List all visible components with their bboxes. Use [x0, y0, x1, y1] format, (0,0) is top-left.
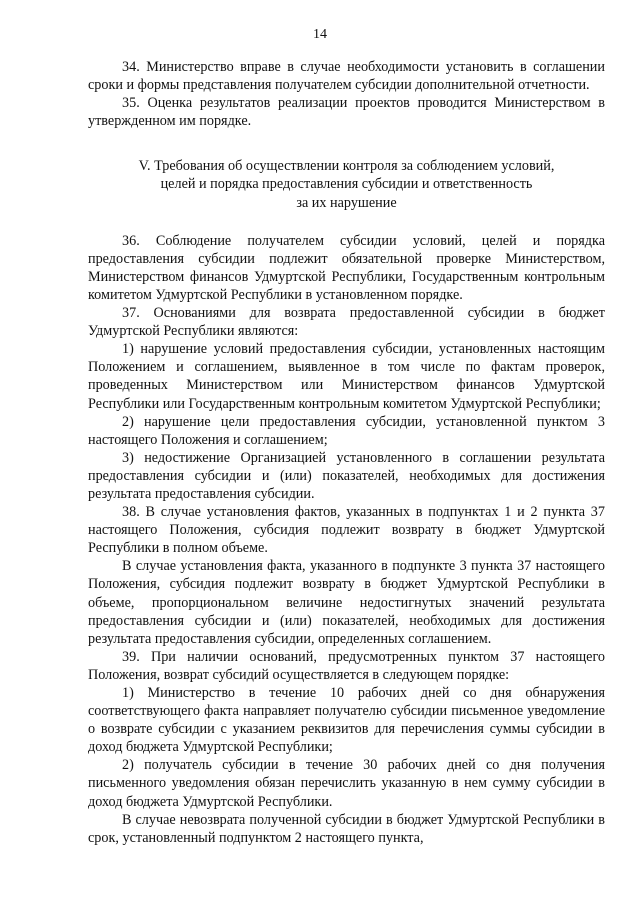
paragraph-34: 34. Министерство вправе в случае необходимости установить в соглашении сроки и формы представления получателем субсидии дополнительной отчетности. — [88, 59, 605, 94]
paragraph-37: 37. Основаниями для возврата предоставленной субсидии в бюджет Удмуртской Республики являются: — [88, 305, 605, 340]
paragraph-37-item-2: 2) нарушение цели предоставления субсидии, установленной пунктом 3 настоящего Положения и соглашением; — [88, 413, 605, 448]
paragraph-35: 35. Оценка результатов реализации проектов проводится Министерством в утвержденном им порядке. — [88, 95, 605, 130]
document-body — [88, 58, 605, 847]
paragraph-38: 38. В случае установления фактов, указанных в подпунктах 1 и 2 пункта 37 настоящего Положения, субсидия подлежит возврату в бюджет Удмуртской Республики в полном объеме. — [88, 504, 605, 557]
paragraph-37-item-1: 1) нарушение условий предоставления субсидии, установленных настоящим Положением и соглашением, выявленное в том числе по фактам проверок, проведенных Министерством или Министерством финансов Удмуртской Республики или Государственным контрольным комитетом Удмуртской Республики; — [88, 341, 605, 412]
page-number: 14 — [313, 27, 327, 42]
paragraph-36: 36. Соблюдение получателем субсидии условий, целей и порядка предоставления субсидии подлежит обязательной проверке Министерством, Министерством финансов Удмуртской Республики, Государственным контрольным комитетом Удмуртской Республики в установленном порядке. — [88, 232, 605, 303]
paragraph-39-continuation: В случае невозврата полученной субсидии в бюджет Удмуртской Республики в срок, установленный подпунктом 2 настоящего пункта, — [88, 811, 605, 846]
section-heading-line-1: V. Требования об осуществлении контроля за соблюдением условий, — [138, 158, 555, 175]
paragraph-39: 39. При наличии оснований, предусмотренных пунктом 37 настоящего Положения, возврат субсидий осуществляется в следующем порядке: — [88, 648, 605, 683]
section-heading — [88, 157, 605, 211]
paragraph-39-item-1: 1) Министерство в течение 10 рабочих дней со дня обнаружения соответствующего факта направляет получателю субсидии письменное уведомление о возврате субсидии с указанием реквизитов для перечисления суммы субсидии в доход бюджета Удмуртской Республики; — [88, 685, 605, 756]
paragraph-38-part-2: В случае установления факта, указанного в подпункте 3 пункта 37 настоящего Положения, субсидия подлежит возврату в бюджет Удмуртской Республики в объеме, пропорциональном величине недостигнутых значений результата предоставления субсидии и (или) показателей, необходимых для достижения результата предоставления субсидии, определенных соглашением. — [88, 558, 605, 647]
paragraph-37-item-3: 3) недостижение Организацией установленного в соглашении результата предоставления субсидии и (или) показателей, необходимых для достижения результата предоставления субсидии. — [88, 449, 605, 502]
section-heading-line-2: целей и порядка предоставления субсидии и ответственность — [160, 176, 533, 193]
paragraph-39-item-2: 2) получатель субсидии в течение 30 рабочих дней со дня получения письменного уведомления обязан перечислить указанную в нем сумму субсидии в доход бюджета Удмуртской Республики. — [88, 757, 605, 810]
section-heading-line-3: за их нарушение — [296, 194, 397, 211]
